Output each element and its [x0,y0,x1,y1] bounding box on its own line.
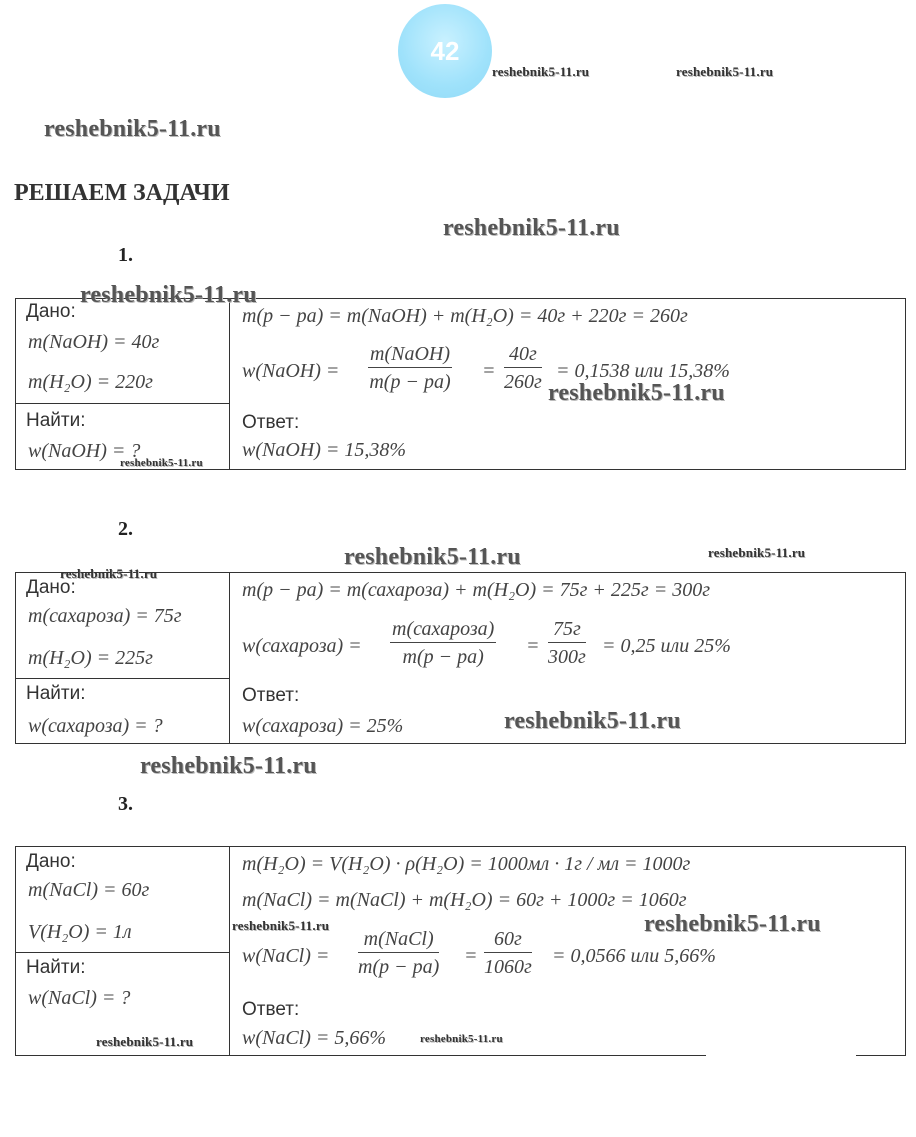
watermark: reshebnik5-11.ru [120,457,203,469]
fraction-denominator: m(р − ра) [358,956,440,978]
watermark: reshebnik5-11.ru [44,116,221,142]
fraction [358,928,439,979]
fraction [484,928,532,979]
find-label: Найти: [26,957,86,978]
fraction-lhs: w(NaCl) = [242,945,330,967]
fraction-denominator: 260г [504,371,542,393]
solution-line: m(NaCl) = m(NaCl) + m(H₂O) = 60г + 1000г = 1060г [242,889,687,911]
find-cell [16,678,230,743]
fraction-denominator: m(р − ра) [369,371,451,393]
find-label: Найти: [26,683,86,704]
fraction-numerator: m(сахароза) [390,618,496,643]
answer-label: Ответ: [242,412,300,433]
watermark: reshebnik5-11.ru [96,1034,194,1049]
border-gap [706,1054,856,1058]
fraction-denominator: m(р − ра) [402,646,484,668]
fraction-denominator: 300г [548,646,586,668]
equals-sign: = [526,635,540,657]
given-cell [16,299,230,403]
watermark: reshebnik5-11.ru [644,911,821,937]
task-number: 1. [118,244,133,266]
task-2-table [15,572,906,744]
fraction-numerator: m(NaCl) [358,928,439,953]
task-3-table [15,846,906,1056]
find-value: w(NaCl) = ? [28,987,131,1009]
watermark: reshebnik5-11.ru [232,918,330,933]
fraction-numerator: 40г [504,343,542,368]
answer-label: Ответ: [242,999,300,1020]
watermark: reshebnik5-11.ru [420,1033,503,1045]
task-number: 2. [118,518,133,540]
fraction [504,343,542,394]
watermark: reshebnik5-11.ru [344,544,521,570]
solution-line: m(р − ра) = m(NaOH) + m(H₂O) = 40г + 220г = 260г [242,305,688,327]
section-title: РЕШАЕМ ЗАДАЧИ [14,180,230,206]
find-value: w(NaOH) = ? [28,440,141,462]
given-label: Дано: [26,851,76,872]
watermark: reshebnik5-11.ru [492,64,590,79]
task-number: 3. [118,793,133,815]
fraction [368,343,452,394]
fraction-denominator: 1060г [484,956,532,978]
answer-value: w(сахароза) = 25% [242,715,404,737]
given-label: Дано: [26,301,76,322]
fraction-numerator: 75г [548,618,586,643]
given-cell [16,573,230,678]
page-number-badge [398,4,492,98]
given-value: m(H₂O) = 220г [28,371,153,393]
given-label: Дано: [26,577,76,598]
fraction [390,618,496,669]
watermark: reshebnik5-11.ru [80,282,257,308]
task-1-table [15,298,906,470]
given-value: m(H₂O) = 225г [28,647,153,669]
find-label: Найти: [26,410,86,431]
given-cell [16,847,230,952]
answer-value: w(NaCl) = 5,66% [242,1027,387,1049]
solution-line: m(H₂O) = V(H₂O) · ρ(H₂O) = 1000мл · 1г / мл = 1000г [242,853,691,875]
watermark: reshebnik5-11.ru [443,215,620,241]
result: = 0,25 или 25% [602,635,731,657]
solution-line: m(р − ра) = m(сахароза) + m(H₂O) = 75г + 225г = 300г [242,579,711,601]
watermark: reshebnik5-11.ru [676,64,774,79]
watermark: reshebnik5-11.ru [708,545,806,560]
given-value: m(NaOH) = 40г [28,331,160,353]
watermark: reshebnik5-11.ru [504,708,681,734]
equals-sign: = [464,945,478,967]
watermark: reshebnik5-11.ru [60,566,158,581]
fraction-numerator: 60г [484,928,532,953]
result: = 0,0566 или 5,66% [552,945,716,967]
page-number: 42 [430,35,460,66]
fraction [548,618,586,669]
fraction-lhs: w(NaOH) = [242,360,340,382]
fraction-numerator: m(NaOH) [368,343,452,368]
watermark: reshebnik5-11.ru [140,753,317,779]
given-value: m(сахароза) = 75г [28,605,182,627]
answer-label: Ответ: [242,685,300,706]
fraction-lhs: w(сахароза) = [242,635,362,657]
equals-sign: = [482,360,496,382]
given-value: V(H₂O) = 1л [28,921,132,943]
answer-value: w(NaOH) = 15,38% [242,439,407,461]
result: = 0,1538 или 15,38% [556,360,730,382]
given-value: m(NaCl) = 60г [28,879,150,901]
watermark: reshebnik5-11.ru [548,380,725,406]
find-value: w(сахароза) = ? [28,715,163,737]
